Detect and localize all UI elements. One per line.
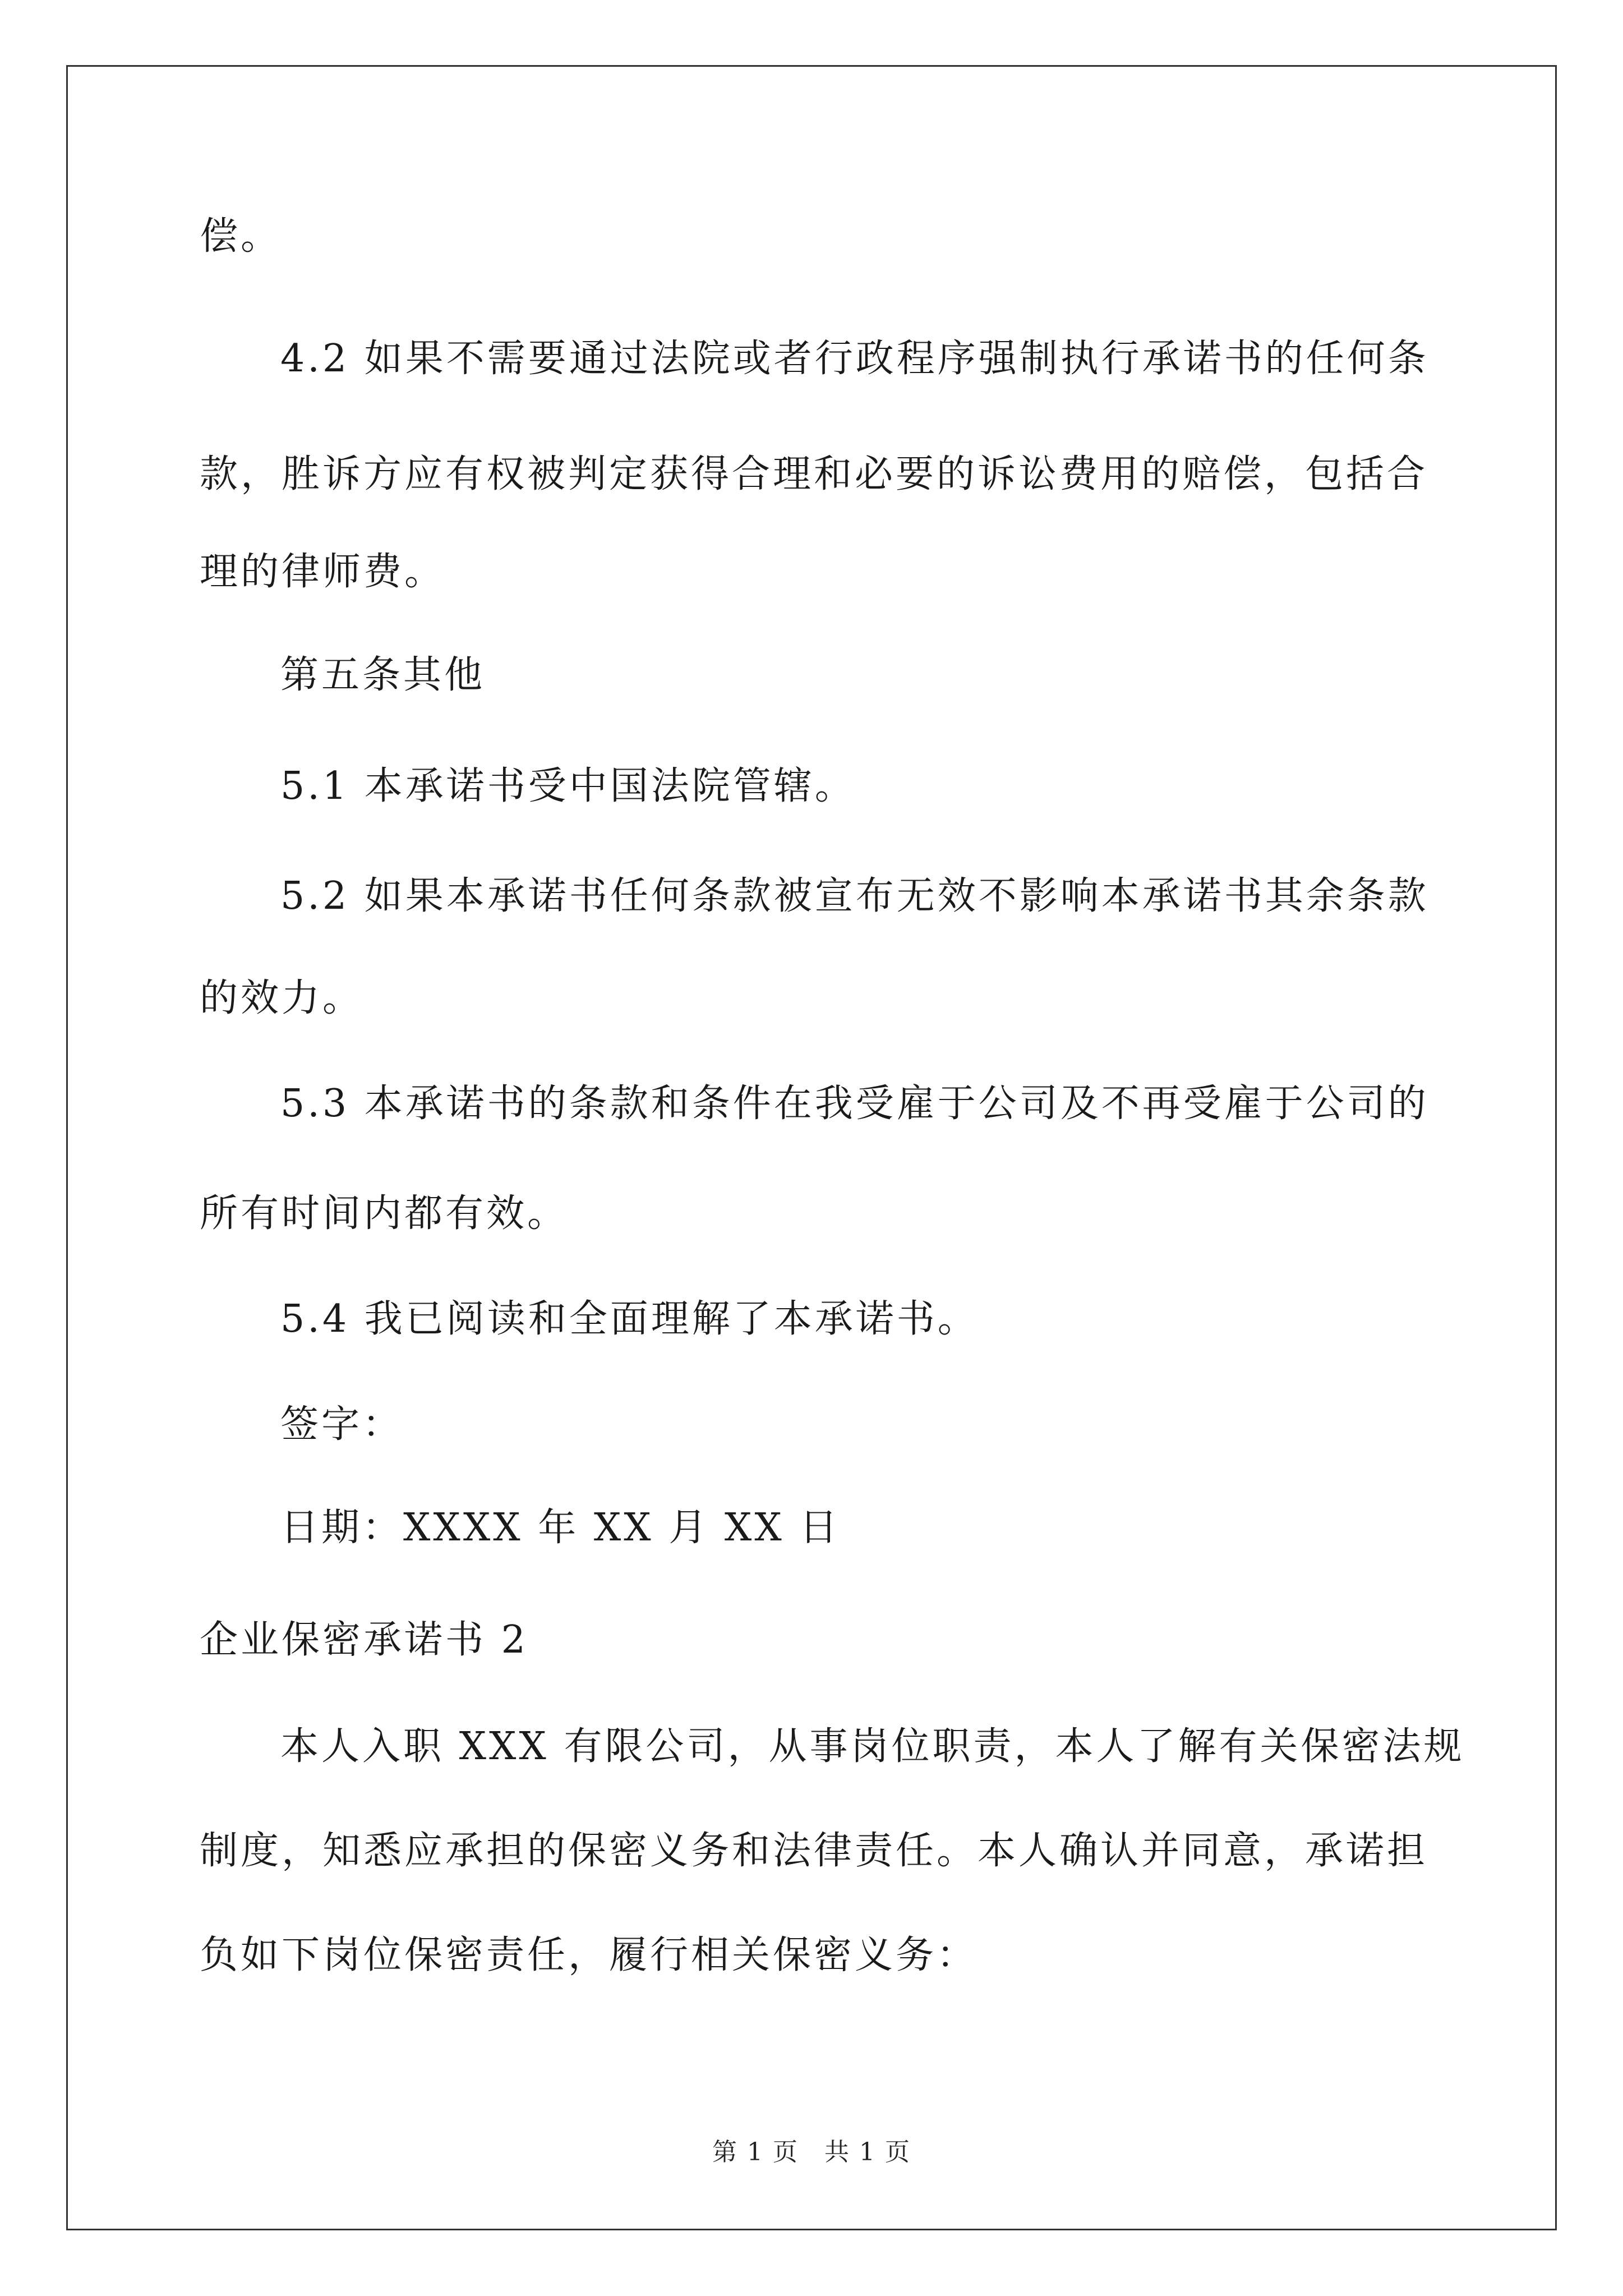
date-line: 日期：XXXX 年 XX 月 XX 日 (280, 1506, 841, 1550)
section-heading: 第五条其他 (280, 653, 486, 697)
text-line: 款，胜诉方应有权被判定获得合理和必要的诉讼费用的赔偿，包括合 (200, 452, 1428, 496)
text-line: 5.1 本承诺书受中国法院管辖。 (280, 764, 856, 808)
text-line: 本人入职 XXX 有限公司，从事岗位职责，本人了解有关保密法规 (280, 1724, 1465, 1769)
text-line: 所有时间内都有效。 (200, 1191, 569, 1236)
text-line: 4.2 如果不需要通过法院或者行政程序强制执行承诺书的任何条 (280, 337, 1429, 381)
text-line: 5.2 如果本承诺书任何条款被宣布无效不影响本承诺书其余条款 (280, 874, 1429, 918)
text-line: 偿。 (200, 214, 282, 259)
text-line: 制度，知悉应承担的保密义务和法律责任。本人确认并同意，承诺担 (200, 1829, 1428, 1873)
page-number-footer: 第 1 页 共 1 页 (712, 2138, 911, 2166)
text-line: 负如下岗位保密责任，履行相关保密义务： (200, 1933, 978, 1977)
text-line: 的效力。 (200, 976, 364, 1020)
text-line: 5.3 本承诺书的条款和条件在我受雇于公司及不再受雇于公司的 (280, 1082, 1429, 1126)
text-line: 5.4 我已阅读和全面理解了本承诺书。 (280, 1297, 979, 1341)
text-line: 理的律师费。 (200, 550, 446, 594)
page-border (66, 65, 1557, 2230)
signature-label: 签字： (280, 1402, 404, 1447)
document-title: 企业保密承诺书 2 (200, 1618, 528, 1662)
